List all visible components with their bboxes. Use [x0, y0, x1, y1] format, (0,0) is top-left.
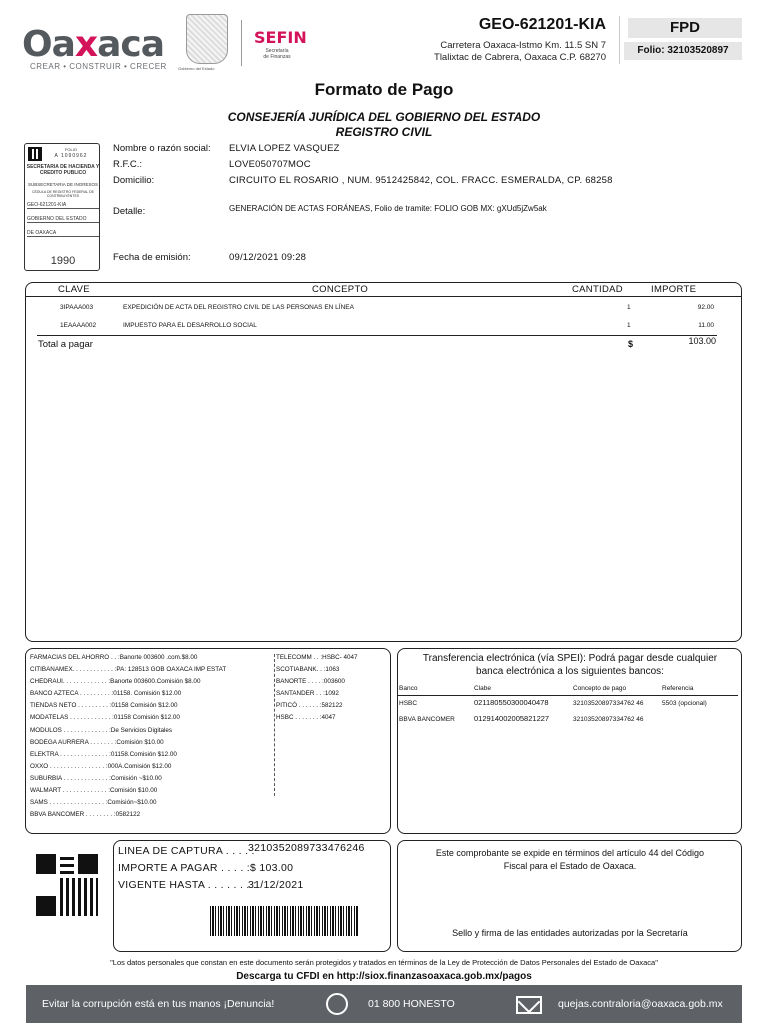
total-rule: [37, 335, 717, 336]
payment-point-item: BBVA BANCOMER . . . . . . . . :0582122: [30, 811, 141, 819]
payment-point-item: BODEGA AURRERA . . . . . . . :Comisión $10.00: [30, 738, 164, 746]
valid-label: VIGENTE HASTA . . . . . . . :: [118, 879, 257, 891]
col-header-importe: IMPORTE: [651, 284, 697, 295]
payment-point-bank-item: PITICÓ . . . . . . :582122: [276, 702, 343, 710]
row-2-importe: 11.00: [698, 322, 714, 329]
payment-point-item: WALMART . . . . . . . . . . . . . :Comisión $10.00: [30, 787, 158, 795]
payment-point-bank-item: SANTANDER . . :1092: [276, 690, 339, 698]
name-value: ELVIA LOPEZ VASQUEZ: [229, 143, 340, 154]
stamp-line-3: CÉDULA DE REGISTRO FEDERAL DE CONTRIBUYENTES: [32, 190, 94, 198]
logo-text-x: x: [74, 24, 98, 65]
barcode: [210, 906, 358, 936]
address-line-1: Carretera Oaxaca-Istmo Km. 11.5 SN 7: [440, 40, 606, 51]
spei-row-2-clabe: 012914002005821227: [474, 714, 550, 723]
header-divider: [619, 16, 620, 64]
payment-points-divider: [274, 654, 275, 796]
header-rule: [26, 296, 741, 297]
stamp-line-5: GOBIERNO DEL ESTADO: [27, 216, 99, 223]
stamp-line-2: SUBSECRETARIA DE INGRESOS: [28, 182, 98, 187]
fpd-badge: FPD: [628, 18, 742, 38]
stamp-folio-label: FOLIO: [64, 147, 77, 152]
payment-point-item: BANCO AZTECA . . . . . . . . . :01158. Comisión $12.00: [30, 690, 182, 698]
spei-row-2-banco: BBVA BANCOMER: [399, 716, 455, 723]
payment-point-bank-item: SCOTIABANK. . :1063: [276, 666, 340, 674]
row-1-concepto: EXPEDICIÓN DE ACTA DEL REGISTRO CIVIL DE LAS PERSONAS EN LÍNEA: [123, 304, 354, 311]
row-1-clave: 3IPAAA003: [60, 304, 94, 311]
col-header-clave: CLAVE: [58, 284, 90, 295]
dependency: [0, 110, 768, 140]
payment-point-item: SAMS . . . . . . . . . . . . . . . . :Comisión~$10.00: [30, 799, 157, 807]
sefin-logo: SEFIN: [254, 28, 307, 47]
phone-icon: [326, 993, 348, 1015]
stamp-line-1: SECRETARIA DE HACIENDA Y CREDITO PUBLICO: [26, 164, 100, 176]
total-currency: $: [628, 339, 634, 349]
payment-point-bank-item: HSBC . . . . . . . :4047: [276, 714, 336, 722]
spei-title-line-1: Transferencia electrónica (vía SPEI): Podrá pagar desde cualquier: [422, 653, 718, 664]
stamp-line-4: GEO-621201-KIA: [27, 202, 99, 209]
address-value: CIRCUITO EL ROSARIO , NUM. 9512425842, COL. FRACC. ESMERALDA, CP. 68258: [229, 175, 613, 186]
spei-row-1-concepto: 32103520897334762 46: [573, 700, 644, 707]
spei-title: [400, 652, 740, 678]
stamp-folio-number: A 1090962: [54, 153, 88, 159]
payment-point-item: SUBURBIA . . . . . . . . . . . . . :Comisión ~$10.00: [30, 774, 162, 782]
payment-point-item: CITIBANAMEX. . . . . . . . . . . . :PA: 128513 GOB OAXACA IMP ESTAT: [30, 666, 227, 674]
payment-point-bank-item: TELECOMM . . :HSBC- 4047: [276, 654, 358, 661]
footer-bar: [26, 985, 742, 1023]
col-header-cantidad: CANTIDAD: [572, 284, 623, 295]
payment-point-bank-item: BANORTE . . . . :003600: [276, 678, 345, 686]
legal-line-2: Fiscal para el Estado de Oaxaca.: [503, 861, 637, 871]
name-label: Nombre o razón social:: [113, 143, 211, 154]
row-2-concepto: IMPUESTO PARA EL DESARROLLO SOCIAL: [123, 322, 257, 329]
legal-line-1: Este comprobante se expide en términos del artículo 44 del Código: [435, 848, 705, 858]
geo-code: GEO-621201-KIA: [478, 16, 606, 33]
payment-point-item: CHEDRAUI. . . . . . . . . . . . . :Banorte 003600.Comisión $8.00: [30, 678, 201, 686]
logo-text-post: aca: [97, 24, 165, 65]
col-header-concepto: CONCEPTO: [312, 284, 369, 295]
payment-point-item: FARMACIAS DEL AHORRO . . :Banorte 003600 .com.$8.00: [30, 654, 198, 661]
dependency-line-1: CONSEJERÍA JURÍDICA DEL GOBIERNO DEL ESTADO: [227, 110, 541, 124]
logo-tagline: CREAR • CONSTRUIR • CRECER: [30, 62, 167, 71]
dependency-line-2: REGISTRO CIVIL: [335, 125, 433, 139]
payment-points-left: [30, 652, 226, 821]
payment-point-item: TIENDAS NETO . . . . . . . . . :01158 Comisión $12.00: [30, 702, 178, 710]
folio-badge: Folio: 32103520897: [624, 42, 742, 60]
row-1-importe: 92.00: [697, 304, 714, 311]
spei-header-banco: Banco: [399, 685, 418, 692]
spei-header-concepto: Concepto de pago: [573, 685, 627, 692]
payment-points-right: [276, 652, 358, 725]
footer-phone[interactable]: 01 800 HONESTO: [368, 998, 455, 1010]
row-2-cantidad: 1: [627, 322, 631, 329]
detail-value: GENERACIÓN DE ACTAS FORÁNEAS, Folio de tramite: FOLIO GOB MX: gXUd5jZw5ak: [229, 204, 547, 213]
total-value: 103.00: [688, 336, 716, 346]
capture-line-value: 3210352089733476246: [248, 842, 365, 854]
cfdi-link[interactable]: Descarga tu CFDI en http://siox.finanzasoaxaca.gob.mx/pagos: [236, 971, 532, 982]
mail-icon: [516, 996, 542, 1014]
stamp-line-6: DE OAXACA: [27, 230, 99, 237]
detail-label: Detalle:: [113, 206, 146, 217]
concepts-table: [25, 282, 742, 642]
footer-slogan: Evitar la corrupción está en tus manos ¡Denuncia!: [42, 998, 275, 1010]
spei-row-1-clabe: 021180550300040478: [474, 698, 549, 707]
footer-email[interactable]: quejas.contraloria@oaxaca.gob.mx: [558, 998, 723, 1010]
rfc-label: R.F.C.:: [113, 159, 143, 170]
payment-point-item: MODATELAS . . . . . . . . . . . . :01158 Comisión $12.00: [30, 714, 180, 722]
logo-text-pre: Oa: [22, 24, 75, 65]
page-title: Formato de Pago: [314, 80, 454, 99]
spei-row-1-referencia: 5503 (opcional): [662, 700, 707, 707]
payment-point-item: OXXO . . . . . . . . . . . . . . . . :000A.Comisión $12.00: [30, 762, 172, 770]
capture-line-label: LINEA DE CAPTURA . . . . :: [118, 845, 255, 857]
row-2-clave: 1EAAAA002: [60, 322, 97, 329]
privacy-notice: "Los datos personales que constan en este documento serán protegidos y tratados en términos de la Ley de Protección de Datos Personales del Estado de Oaxaca": [110, 958, 658, 967]
spei-rule: [398, 695, 738, 696]
date-label: Fecha de emisión:: [113, 252, 191, 263]
legal-text: [400, 847, 740, 873]
spei-title-line-2: banca electrónica a los siguientes bancos:: [476, 666, 664, 677]
qr-code-icon: [36, 854, 98, 916]
rfc-value: LOVE050707MOC: [229, 159, 311, 170]
row-1-cantidad: 1: [627, 304, 631, 311]
qr-icon: [28, 147, 42, 161]
stamp-year: 1990: [50, 255, 76, 267]
address-line-2: Tlalixtac de Cabrera, Oaxaca C.P. 68270: [434, 52, 606, 63]
amount-label: IMPORTE A PAGAR . . . . :: [118, 862, 250, 874]
payment-point-item: ELEKTRA . . . . . . . . . . . . . . :01158.Comisión $12.00: [30, 750, 177, 758]
total-label: Total a pagar: [38, 339, 93, 350]
address-label: Domicilio:: [113, 175, 155, 186]
valid-value: 31/12/2021: [248, 879, 304, 891]
rfc-stamp: [24, 143, 100, 271]
seal-caption: Gobierno del Estado: [178, 66, 215, 71]
spei-header-referencia: Referencia: [662, 685, 694, 692]
spei-header-clabe: Clabe: [474, 685, 491, 692]
oaxaca-logo: [22, 24, 164, 65]
signature-note: Sello y firma de las entidades autorizadas por la Secretaría: [452, 928, 688, 938]
date-value: 09/12/2021 09:28: [229, 252, 307, 263]
logo-divider: [241, 20, 242, 66]
state-seal-icon: [186, 14, 228, 64]
amount-value: $ 103.00: [250, 862, 294, 874]
issuer-address: [400, 40, 606, 64]
payment-point-item: MODULOS . . . . . . . . . . . . . :De Servicios Digitales: [30, 726, 173, 734]
sefin-subtitle: Secretaría de Finanzas: [263, 48, 291, 60]
spei-row-2-concepto: 32103520897334762 46: [573, 716, 644, 723]
spei-row-1-banco: HSBC: [399, 700, 418, 707]
